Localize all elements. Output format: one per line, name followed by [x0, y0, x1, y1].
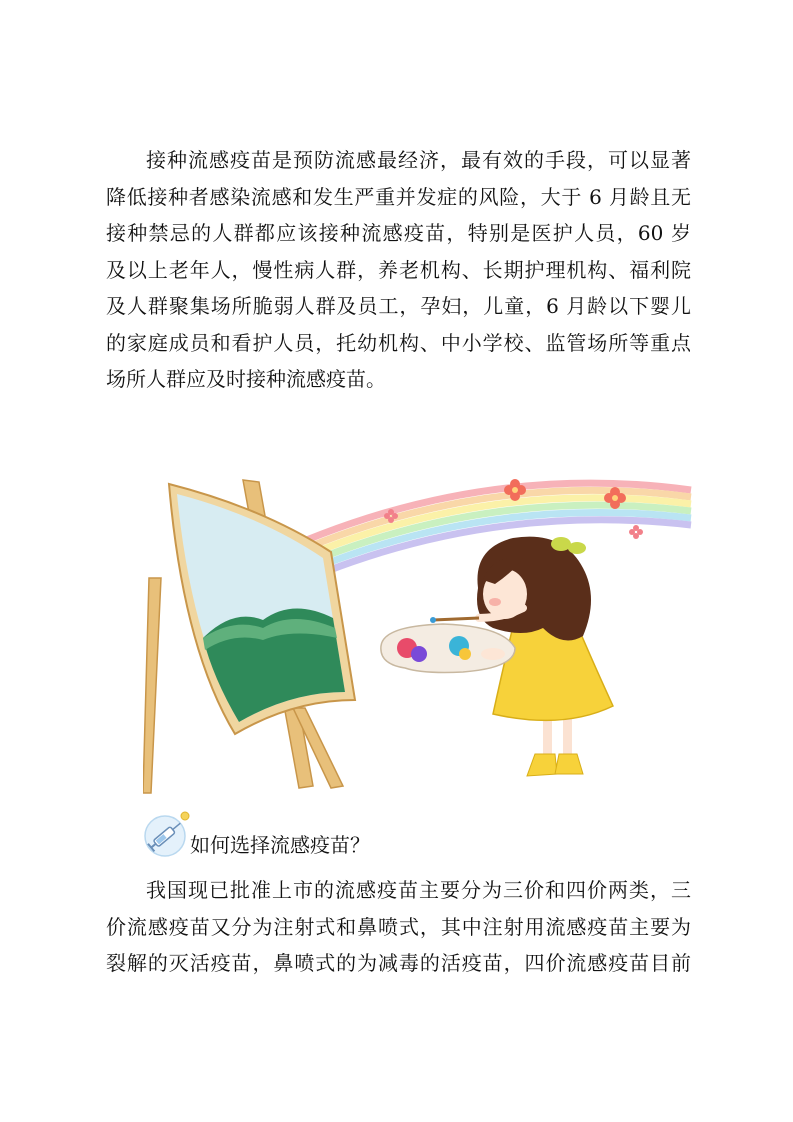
syringe-icon [143, 808, 195, 862]
girl-figure [381, 537, 613, 776]
girl-painting-illustration [143, 468, 698, 798]
text-line: 价流感疫苗又分为注射式和鼻喷式，其中注射用流感疫苗主要为 [106, 914, 691, 939]
text-line: 裂解的灭活疫苗，鼻喷式的为减毒的活疫苗，四价流感疫苗目前 [106, 951, 691, 975]
text-line: 的家庭成员和看护人员，托幼机构、中小学校、监管场所等重点 [106, 330, 691, 355]
text-line: 及人群聚集场所脆弱人群及员工，孕妇，儿童，6 月龄以下婴儿 [106, 294, 691, 318]
text-line: 及以上老年人，慢性病人群，养老机构、长期护理机构、福利院 [106, 257, 691, 282]
section-heading [143, 808, 543, 862]
paragraph-vaccine-types [106, 872, 691, 982]
text-line: 接种禁忌的人群都应该接种流感疫苗，特别是医护人员，60 岁 [106, 221, 691, 245]
section-heading-text: 如何选择流感疫苗？ [190, 833, 370, 857]
text-line: 接种流感疫苗是预防流感最经济，最有效的手段，可以显著 [146, 148, 691, 172]
text-line: 降低接种者感染流感和发生严重并发症的风险，大于 6 月龄且无 [106, 184, 691, 209]
text-line: 我国现已批准上市的流感疫苗主要分为三价和四价两类，三 [146, 878, 691, 902]
paragraph-vaccination-intro [106, 142, 691, 398]
text-line: 场所人群应及时接种流感疫苗。 [106, 367, 386, 391]
painting-canvas [169, 484, 355, 734]
